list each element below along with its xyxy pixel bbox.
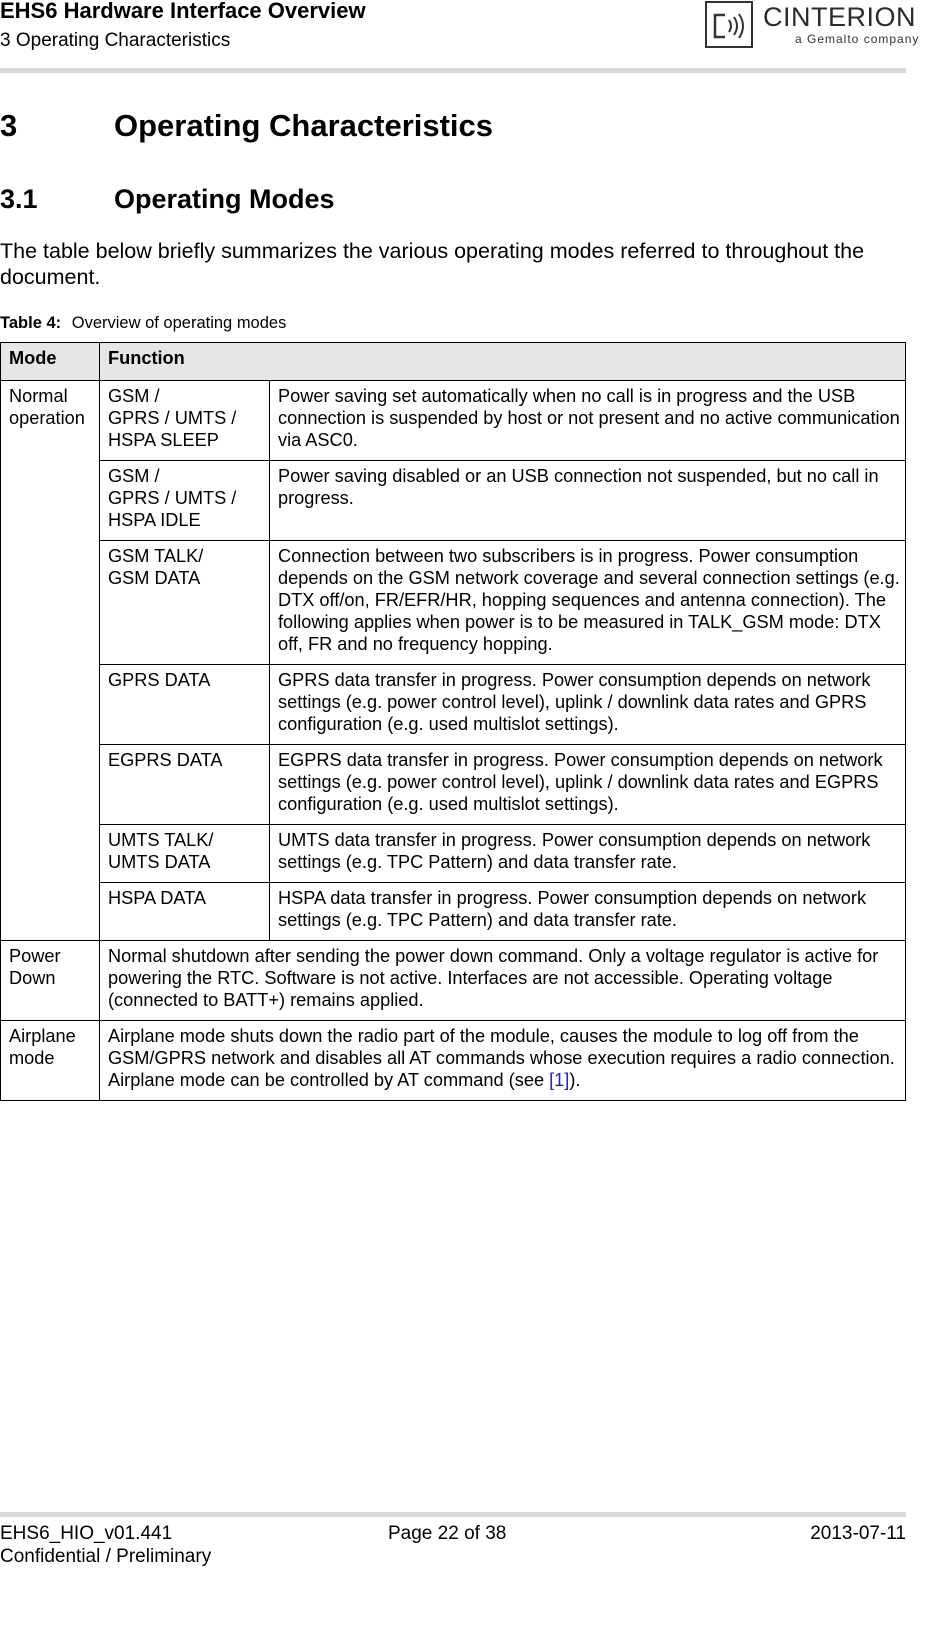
header-function: Function — [100, 343, 906, 381]
state-cell: UMTS TALK/ UMTS DATA — [100, 825, 270, 883]
description-cell: HSPA data transfer in progress. Power consumption depends on network settings (e.g. TPC Pattern) and data transfer rate. — [270, 883, 906, 941]
description-cell: EGPRS data transfer in progress. Power consumption depends on network settings (e.g. power control level), uplink / downlink data rates and EGPRS configuration (e.g. used multislot settings). — [270, 745, 906, 825]
description-cell — [100, 1021, 906, 1101]
operating-modes-table — [0, 342, 906, 1101]
footer-divider — [0, 1512, 906, 1517]
table-row — [1, 941, 906, 1021]
table-row — [1, 541, 906, 665]
state-cell: EGPRS DATA — [100, 745, 270, 825]
table-row — [1, 1021, 906, 1101]
section-number: 3 — [0, 108, 18, 143]
header-divider — [0, 68, 906, 73]
airplane-control-text: Airplane mode can be controlled by AT command (see — [108, 1070, 550, 1090]
state-cell: GSM / GPRS / UMTS / HSPA SLEEP — [100, 381, 270, 461]
description-cell: GPRS data transfer in progress. Power consumption depends on network settings (e.g. power control level), uplink / downlink data rates and GPRS configuration (e.g. used multislot settings). — [270, 665, 906, 745]
footer-date: 2013-07-11 — [810, 1523, 906, 1544]
table-row — [1, 381, 906, 461]
mode-cell: Power Down — [1, 941, 100, 1021]
mode-cell: Normal operation — [1, 381, 100, 941]
description-cell: Power saving disabled or an USB connection not suspended, but no call in progress. — [270, 461, 906, 541]
logo-name: CINTERION — [763, 2, 916, 32]
intro-paragraph: The table below briefly summarizes the various operating modes referred to throughout the document. — [0, 239, 865, 289]
airplane-description: Airplane mode shuts down the radio part of the module, causes the module to log off from the GSM/GPRS network and disables all AT commands whose execution requires a radio connection. — [108, 1026, 895, 1068]
table-row — [1, 883, 906, 941]
table-header-row — [1, 343, 906, 381]
table-caption — [0, 314, 286, 333]
footer-classification: Confidential / Preliminary — [0, 1546, 212, 1567]
document-title: EHS6 Hardware Interface Overview — [0, 0, 366, 23]
footer-page-number: Page 22 of 38 — [388, 1523, 507, 1544]
state-cell: GPRS DATA — [100, 665, 270, 745]
subsection-title: Operating Modes — [114, 184, 335, 214]
description-cell: Connection between two subscribers is in progress. Power consumption depends on the GSM network coverage and several connection settings (e.g. DTX off/on, FR/EFR/HR, hopping sequences and antenna connection). The following applies when power is to be measured in TALK_GSM mode: DTX off, FR and no frequency hopping. — [270, 541, 906, 665]
table-caption-label: Table 4: — [0, 314, 62, 332]
table-row — [1, 461, 906, 541]
airplane-control-suffix: ). — [569, 1070, 581, 1090]
subsection-number: 3.1 — [0, 184, 38, 214]
section-title: Operating Characteristics — [114, 108, 494, 143]
chapter-subtitle: 3 Operating Characteristics — [0, 30, 231, 51]
footer-doc-id: EHS6_HIO_v01.441 — [0, 1523, 173, 1544]
description-cell: UMTS data transfer in progress. Power consumption depends on network settings (e.g. TPC Pattern) and data transfer rate. — [270, 825, 906, 883]
description-cell: Normal shutdown after sending the power down command. Only a voltage regulator is active for powering the RTC. Software is not active. Interfaces are not accessible. Operating voltage (connected to BATT+) remains applied. — [100, 941, 906, 1021]
mode-cell: Airplane mode — [1, 1021, 100, 1101]
table-row — [1, 665, 906, 745]
header-mode: Mode — [1, 343, 100, 381]
state-cell: GSM TALK/ GSM DATA — [100, 541, 270, 665]
description-cell: Power saving set automatically when no call is in progress and the USB connection is suspended by host or not present and no active communication via ASC0. — [270, 381, 906, 461]
table-row — [1, 825, 906, 883]
state-cell: GSM / GPRS / UMTS / HSPA IDLE — [100, 461, 270, 541]
cinterion-logo-icon — [705, 1, 753, 48]
table-caption-text: Overview of operating modes — [71, 314, 287, 332]
reference-link[interactable]: [1] — [549, 1070, 570, 1090]
company-logo — [705, 0, 920, 50]
logo-tagline: a Gemalto company — [795, 32, 920, 46]
section-heading — [0, 108, 493, 144]
subsection-heading — [0, 184, 335, 215]
state-cell: HSPA DATA — [100, 883, 270, 941]
table-row — [1, 745, 906, 825]
